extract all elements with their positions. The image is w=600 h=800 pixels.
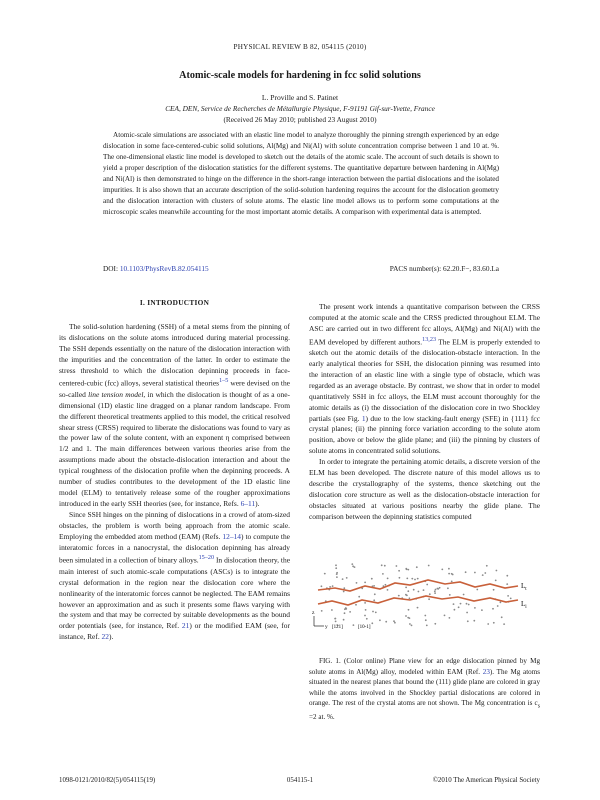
solute-atom <box>332 585 334 587</box>
solute-atom <box>506 583 508 585</box>
solute-atom <box>405 587 407 589</box>
authors: L. Proville and S. Patinet <box>261 93 339 102</box>
solute-atom <box>375 612 377 614</box>
solute-atom <box>453 603 455 605</box>
solute-atom <box>384 565 386 567</box>
solute-atom <box>411 578 413 580</box>
solute-atom <box>331 609 333 611</box>
solute-atom <box>493 622 495 624</box>
doi-label: DOI: <box>103 264 120 273</box>
reference-link[interactable]: 21 <box>181 621 190 631</box>
solute-atom <box>428 598 430 600</box>
solute-atom <box>349 611 351 613</box>
solute-atom <box>407 569 409 571</box>
solute-atom <box>426 584 428 586</box>
label-lt: $L_t$ <box>521 582 527 592</box>
reference-link[interactable]: 12–14 <box>222 531 241 541</box>
section-heading: I. INTRODUCTION <box>139 298 210 307</box>
solute-atom <box>345 607 347 609</box>
reference-link[interactable]: 22 <box>101 632 109 642</box>
solute-atom <box>458 606 460 608</box>
solute-atom <box>429 593 431 595</box>
doi-line <box>103 264 209 273</box>
label-ll: $L_l$ <box>521 600 527 610</box>
solute-atom <box>343 619 345 621</box>
figure-1-dislocation <box>310 560 540 630</box>
solute-atom <box>474 607 476 609</box>
solute-atom <box>439 587 441 589</box>
solute-atom <box>463 594 465 596</box>
solute-atom <box>394 622 396 624</box>
solute-atom <box>342 578 344 580</box>
solute-atom <box>507 595 509 597</box>
solute-atom <box>501 616 503 618</box>
solute-atom <box>371 578 373 580</box>
solute-atom <box>352 565 354 567</box>
solute-atom <box>417 607 419 609</box>
solute-atom <box>399 577 401 579</box>
solute-atom <box>468 604 470 606</box>
reference-link[interactable]: 13,23 <box>422 335 437 343</box>
solute-atom <box>321 610 323 612</box>
intro-paragraph-3: The present work intends a quantitative comparison between the CRSS computed at the atomic scale and the CRSS predicted throughout ELM. The ASC are carried out in two different fcc alloys, Al(Mg) and Ni(Al) with the EAM developed by different authors.$^{13,23}$ The ELM is properly extended to sketch out the atomic details of the dislocation-obstacle interaction. In the early analytical theories for SSH, the dislocation pinning was resumed into the interaction of an elastic line with a single type of obstacle, which was regarded as an average obstacle. By contrast, we show that in order to model quantitatively SSH in fcc alloys, the ELM must account thoroughly for the atomic details as (i) the dissociation of the dislocation core in two Shockley partials (see Fig. 1) due to the low stacking-fault energy (SFE) in {111} fcc crystal planes; (ii) the pinning force variation according to the solute atom position, above or below the glide plane; and (iii) the pinning by clusters of solute atoms in concentrated solid solutions. <box>309 302 540 456</box>
axis-label-101: [10-1] <box>358 625 371 630</box>
journal-header: PHYSICAL REVIEW B 82, 054115 (2010) <box>233 43 367 51</box>
solute-atom <box>373 585 375 587</box>
solute-atom <box>467 620 469 622</box>
solute-atom <box>418 591 420 593</box>
solute-atom <box>406 578 408 580</box>
solute-atom <box>497 605 499 607</box>
paper-title: Atomic-scale models for hardening in fcc solid solutions <box>179 70 421 81</box>
solute-atom <box>424 615 426 617</box>
intro-paragraph-1: The solid-solution hardening (SSH) of a metal stems from the pinning of its dislocations on the solute atoms introduced during material processing. The SSH depends essentially on the nature of the dislocation interaction with the impurities and the concentration of the latter. In order to estimate the stress threshold to which the dislocation depinning proceeds in face-centered-cubic (fcc) alloys, several statistical theories$^{1-5}$ were devised on the so-called line tension model, in which the dislocation is thought of as a one-dimensional (1D) elastic line dragged on a planar random landscape. From the different theoretical treatments applied to this model, the critical resolved shear stress (CRSS) required to liberate the dislocations was found to vary as the power law of the solute content, with an exponent η comprised between 1/2 and 1. The main differences between various theories arise from the assumptions made about the obstacle-dislocation interaction and about the typical roughness of the dislocation profile when the depinning proceeds. A number of studies contributes to the development of the 1D elastic line model (ELM) to tentatively release some of the rougher approximations introduced in the early SSH theories (see, for instance, Refs. 6–11). <box>59 321 290 508</box>
solute-atom <box>385 621 387 623</box>
solute-atom <box>493 589 495 591</box>
solute-atom <box>474 572 476 574</box>
solute-atom <box>379 619 381 621</box>
solute-atom <box>356 582 358 584</box>
solute-atom <box>465 571 467 573</box>
intro-paragraph-4: In order to integrate the pertaining atomic details, a discrete version of the ELM has been developed. The discrete nature of this model allows us to describe the crystallography of the systems, thence sketching out the dislocation core structure as well as the dislocation-obstacle interaction for obstacles situated at various positions nearby the glide plane. The comparison between the depinning statistics computed <box>309 457 540 521</box>
reference-link[interactable]: 6–11 <box>240 498 256 508</box>
solute-atom <box>398 570 400 572</box>
affiliation: CEA, DEN, Service de Recherches de Métallurgie Physique, F-91191 Gif-sur-Yvette, France <box>165 104 435 113</box>
figure-caption: FIG. 1. (Color online) Plane view for an edge dislocation pinned by Mg solute atoms in Al(Mg) alloy, modeled within EAM (Ref. 23). The Mg atoms situated in the nearest planes that bound the (111) glide plane are colored in gray while the atoms involved in the Shockley partial dislocations are colored in orange. The rest of the crystal atoms are not shown. The Mg concentration is $c_s =2$ at. %. <box>309 657 541 722</box>
solute-atom <box>396 565 398 567</box>
solute-atom <box>364 615 366 617</box>
reference-link[interactable]: 23 <box>482 667 490 676</box>
solute-atom <box>434 623 436 625</box>
solute-atom <box>496 570 498 572</box>
axis-z-label: z <box>312 610 315 616</box>
solute-atom <box>486 565 488 567</box>
solute-atom <box>346 577 348 579</box>
solute-atom <box>364 582 366 584</box>
solute-atom <box>426 625 428 627</box>
solute-atom <box>405 615 407 617</box>
solute-atom <box>321 585 323 587</box>
solute-atom <box>407 590 409 592</box>
solute-atom <box>506 575 508 577</box>
solute-atom <box>343 587 345 589</box>
solute-atom <box>385 584 387 586</box>
reference-link[interactable]: 15–20 <box>198 554 215 562</box>
solute-atom <box>335 621 337 623</box>
pacs-numbers: PACS number(s): 62.20.F−, 83.60.La <box>389 264 499 273</box>
left-column <box>59 298 290 643</box>
solute-atom <box>448 568 450 570</box>
solute-atom <box>336 576 338 578</box>
solute-atom <box>364 602 366 604</box>
solute-atom <box>452 574 454 576</box>
solute-atom <box>358 596 360 598</box>
solute-atom <box>466 603 468 605</box>
solute-atom <box>387 589 389 591</box>
solute-atom <box>503 623 505 625</box>
solute-atom <box>381 564 383 566</box>
solute-atom <box>409 597 411 599</box>
solute-atom <box>406 568 408 570</box>
solute-atom <box>510 598 512 600</box>
solute-atom <box>484 572 486 574</box>
solute-atom <box>374 593 376 595</box>
right-column <box>309 302 540 523</box>
solute-atom <box>398 595 400 597</box>
solute-atom <box>407 617 409 619</box>
solute-atom <box>434 592 436 594</box>
solute-atom <box>435 589 437 591</box>
solute-atom <box>413 589 415 591</box>
reference-link[interactable]: 1–5 <box>219 377 229 385</box>
solute-atom <box>324 573 326 575</box>
solute-atom <box>335 564 337 566</box>
solute-atom <box>454 609 456 611</box>
solute-atom <box>447 587 449 589</box>
solute-atom <box>448 573 450 575</box>
solute-atom <box>460 603 462 605</box>
solute-atom <box>343 591 345 593</box>
solute-atom <box>336 572 338 574</box>
solute-atom <box>449 617 451 619</box>
solute-atom <box>371 622 373 624</box>
abstract: Atomic-scale simulations are associated with an elastic line model to analyze thoroughly the pinning strength experienced by an edge dislocation in some face-centered-cubic solid solutions, Al(Mg) and Ni(Al) with solute concentration comprise between 1 and 10 at. %. The one-dimensional elastic line model is developed to sketch out the details of the atomic scale. The account of such details is shown to yield a proper description of the dislocation statistics for the different systems. The quantitative departure between hardening in Al(Mg) and Ni(Al) is then demonstrated to hinge on the difference in the short-range interaction between the partial dislocations and the isolated impurities. It is also shown that an accurate description of the solid-solution hardening requires the account for the dislocation geometry and the dislocation interaction with clusters of solute atoms. The elastic line model allows us to perform some computations at the microscopic scales meanwhile accounting for the most important atomic details. A comparison with experimental data is attempted. <box>103 131 499 216</box>
solute-atom <box>492 608 494 610</box>
solute-atom <box>408 609 410 611</box>
solute-atom <box>355 604 357 606</box>
figure-link[interactable]: 1 <box>361 413 366 423</box>
solute-atom <box>411 625 413 627</box>
solute-atom <box>451 581 453 583</box>
solute-atom <box>476 589 478 591</box>
solute-atom <box>500 602 502 604</box>
solute-atom <box>351 563 353 565</box>
footer-copyright: ©2010 The American Physical Society <box>432 777 540 784</box>
solute-atom <box>414 579 416 581</box>
solute-atom <box>409 623 411 625</box>
axis-y-label: y <box>325 624 328 630</box>
solute-atom <box>423 589 425 591</box>
intro-paragraph-2: Since SSH hinges on the pinning of dislocations in a crowd of atom-sized obstacles, the problem is worth being approach from the atomic scale. Employing the embedded atom method (EAM) (Refs. 12–14) to compute the interatomic forces in a nanocrystal, the dislocation depinning has already been simulated in a collection of binary alloys.$^{15-20}$ In dislocation theory, the main interest of such atomic-scale computations (ASCs) is to integrate the crystal deformation in the region near the dislocation core where the nonlinearity of the interatomic forces cannot be neglected. The EAM remains however an approximation and as such it presents some flaws varying with the system and that may be corrected by suitable developments as the bound order potentials (see, for instance, Ref. 21) or the modified EAM (see, for instance, Ref. 22). <box>59 509 290 642</box>
solute-atom <box>495 580 497 582</box>
solute-atom <box>466 612 468 614</box>
solute-atom <box>487 623 489 625</box>
solute-atom <box>387 578 389 580</box>
received-dates: (Received 26 May 2010; published 23 August 2010) <box>223 115 377 124</box>
solute-atom <box>416 566 418 568</box>
footer-page-number: 054115-1 <box>286 777 314 784</box>
solute-atom <box>473 620 475 622</box>
doi-link[interactable]: 10.1103/PhysRevB.82.054115 <box>119 264 209 273</box>
solute-atom <box>428 565 430 567</box>
axis-label-121: [121] <box>332 625 343 630</box>
solute-atom <box>329 586 331 588</box>
footer-issn: 1098-0121/2010/82(5)/054115(19) <box>59 777 156 784</box>
solute-atom <box>366 618 368 620</box>
solute-atom <box>425 619 427 621</box>
solute-atom <box>365 609 367 611</box>
solute-atom <box>405 594 407 596</box>
solute-atom <box>344 612 346 614</box>
solute-atom <box>441 569 443 571</box>
solute-atom <box>444 615 446 617</box>
solute-atom <box>482 574 484 576</box>
solute-atom <box>434 590 436 592</box>
figure-background <box>318 562 518 628</box>
solute-atom <box>437 588 439 590</box>
solute-atom <box>417 578 419 580</box>
solute-atom <box>335 567 337 569</box>
solute-atom <box>334 618 336 620</box>
solute-atom <box>449 594 451 596</box>
solute-atom <box>481 609 483 611</box>
solute-atom <box>382 573 384 575</box>
solute-atom <box>373 599 375 601</box>
solute-atom <box>372 611 374 613</box>
solute-atom <box>353 624 355 626</box>
solute-atom <box>393 620 395 622</box>
